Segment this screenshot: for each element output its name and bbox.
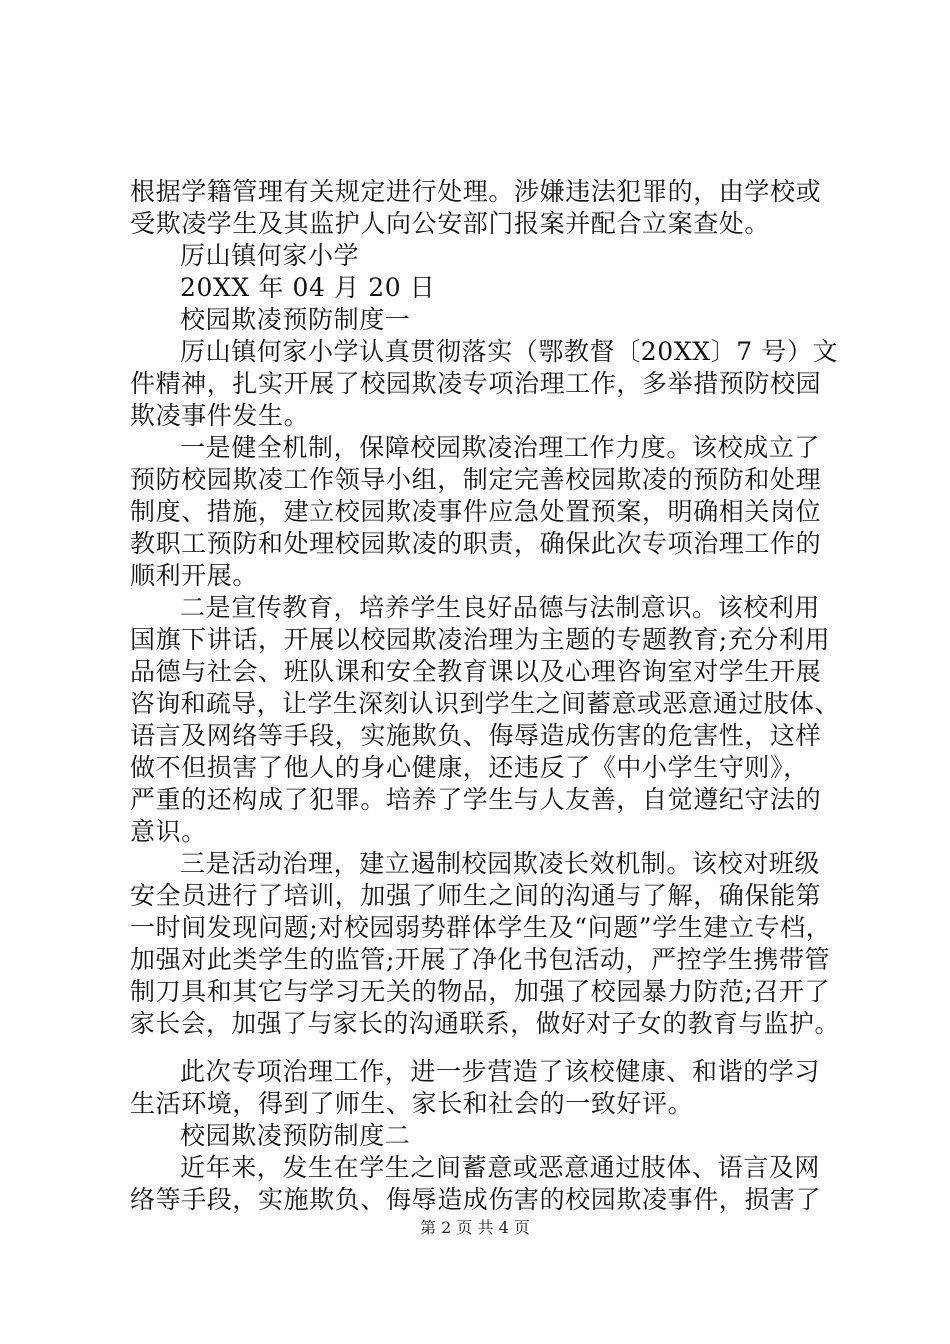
text-line: 二是宣传教育，培养学生良好品德与法制意识。该校利用 [180,593,821,622]
text-line: 咨询和疏导，让学生深刻认识到学生之间蓄意或恶意通过肢体、 [130,689,840,718]
text-line: 制度、措施，建立校园欺凌事件应急处置预案，明确相关岗位 [130,497,822,526]
text-line: 做不但损害了他人的身心健康，还违反了《中小学生守则》， [130,753,809,782]
text-line: 预防校园欺凌工作领导小组，制定完善校园欺凌的预防和处理 [130,465,822,494]
text-line: 品德与社会、班队课和安全教育课以及心理咨询室对学生开展 [130,657,822,686]
text-line: 三是活动治理，建立遏制校园欺凌长效机制。该校对班级 [180,849,821,878]
text-line: 生活环境，得到了师生、家长和社会的一致好评。 [130,1089,694,1118]
text-line: 件精神，扎实开展了校园欺凌专项治理工作，多举措预防校园 [130,369,822,398]
text-line: 厉山镇何家小学认真贯彻落实（鄂教督〔20XX〕7 号）文 [180,337,839,366]
text-line: 意识。 [130,817,207,846]
text-line: 欺凌事件发生。 [130,401,310,430]
text-line: 络等手段，实施欺负、侮辱造成伤害的校园欺凌事件，损害了 [130,1185,822,1214]
text-line: 制刀具和其它与学习无关的物品，加强了校园暴力防范;召开了 [130,977,831,1006]
section-heading: 校园欺凌预防制度一 [180,305,411,334]
text-line: 20XX 年 04 月 20 日 [180,273,436,302]
text-line: 家长会，加强了与家长的沟通联系，做好对子女的教育与监护。 [130,1009,840,1038]
text-line: 国旗下讲话，开展以校园欺凌治理为主题的专题教育;充分利用 [130,625,831,654]
text-line: 近年来，发生在学生之间蓄意或恶意通过肢体、语言及网 [180,1153,821,1182]
text-line: 一时间发现问题;对校园弱势群体学生及“问题”学生建立专档， [130,913,832,942]
text-line: 厉山镇何家小学 [180,241,360,270]
text-line: 受欺凌学生及其监护人向公安部门报案并配合立案查处。 [130,209,771,238]
text-line: 严重的还构成了犯罪。培养了学生与人友善，自觉遵纪守法的 [130,785,822,814]
text-line: 顺利开展。 [130,561,259,590]
text-line: 此次专项治理工作，进一步营造了该校健康、和谐的学习 [180,1057,821,1086]
text-line: 教职工预防和处理校园欺凌的职责，确保此次专项治理工作的 [130,529,822,558]
text-line: 根据学籍管理有关规定进行处理。涉嫌违法犯罪的，由学校或 [130,177,822,206]
page-number-footer: 第 2 页 共 4 页 [420,1218,530,1237]
text-line: 语言及网络等手段，实施欺负、侮辱造成伤害的危害性，这样 [130,721,822,750]
text-line: 安全员进行了培训，加强了师生之间的沟通与了解，确保能第 [130,881,822,910]
section-heading: 校园欺凌预防制度二 [180,1121,411,1150]
text-line: 一是健全机制，保障校园欺凌治理工作力度。该校成立了 [180,433,821,462]
text-line: 加强对此类学生的监管;开展了净化书包活动，严控学生携带管 [130,945,831,974]
